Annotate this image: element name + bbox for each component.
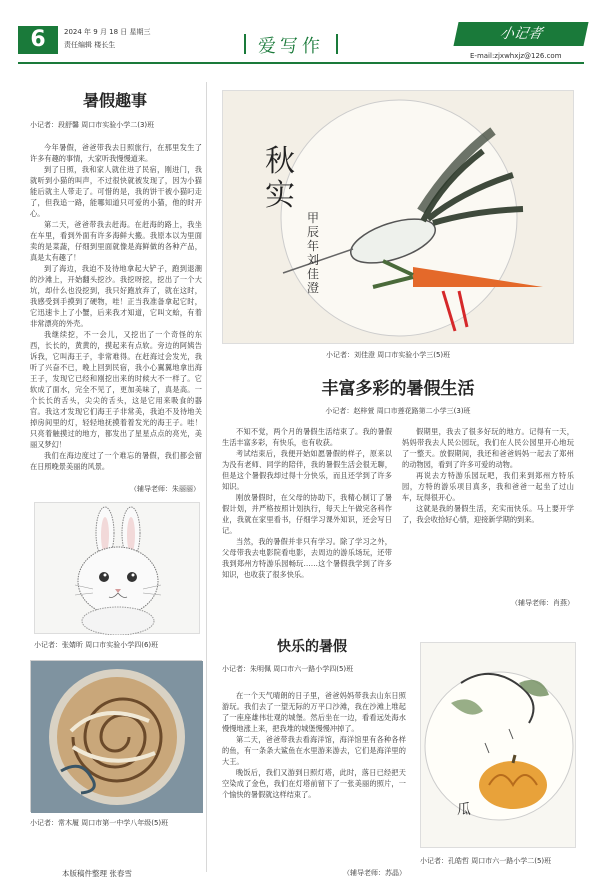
section-divider-left [244,34,246,54]
page-header [0,0,600,64]
article1-paragraph: 我们在海边度过了一个难忘的暑假，我们都会留在日照晚景美丽的风景。 [30,451,202,471]
article2-paragraph: 不知不觉，两个月的暑假生活结束了。我的暑假生活丰富多彩，有快乐，也有收获。 [222,427,392,447]
brand-tab [453,22,588,46]
article2-paragraph: 当然，我的暑假并非只有学习。除了学习之外，父母带我去电影院看电影，去周边的游乐场玩，还带我到郑州方特游乐园畅玩……这个暑假我学到了许多知识，也收获了很多快乐。 [222,537,392,579]
article2-paragraph: 刚放暑假时，在父母的协助下，我精心制订了暑假计划，并严格按照计划执行，每天上午做完各科作业，我就在家里看书，仔细学习课外知识，还会写日记。 [222,493,392,535]
article3-paragraph: 第二天，爸爸带我去看海洋馆，海洋馆里有各种各样的鱼，有一条条大鲨鱼在水里游来游去，它们是海洋里的大王。 [222,735,406,766]
rabbit-drawing [34,502,200,634]
publication-date: 2024 年 9 月 18 日 星期三 [64,28,151,36]
painting-illustration [223,91,575,345]
column-divider [206,82,207,872]
pumpkin-signature: 瓜 [457,802,471,818]
section-divider-right [336,34,338,54]
autumn-harvest-painting [222,90,574,344]
article2-paragraph: 考试结束后，我便开始如愿暑假的样子，原来以为没有老师、同学的陪伴，我的暑假生活会很无聊，但是这个暑假我却过得十分快乐，而且还学到了许多知识。 [222,449,392,491]
article2-advisor: （辅导老师：肖燕） [511,599,574,607]
article3-title: 快乐的暑假 [277,639,347,655]
article2-paragraph: 再说去方特游乐园玩吧，我们来到郑州方特乐园，方特的游乐项目真多，我和爸爸一起坐了过山车，玩得很开心。 [402,471,574,502]
article2-paragraph: 假期里，我去了很多好玩的地方。记得有一天，妈妈带我去人民公园玩，我们在人民公园里开心地玩了一整天。放假期间，我还和爸爸妈妈一起去了郑州的动物园，看到了许多可爱的动物。 [402,427,574,469]
header-rule [18,62,584,64]
article1-paragraph: 今年暑假，爸爸带我去日照旅行，在那里发生了许多有趣的事情，大家听我慢慢道来。 [30,143,202,163]
article3-advisor: （辅导老师：苏晶） [343,869,406,877]
article3-body [222,690,406,800]
brand-label: 小记者 [498,26,544,42]
article3-paragraph: 在一个天气晴朗的日子里，爸爸妈妈带我去山东日照游玩。我们去了一望无际的万平口沙滩，我在沙滩上堆起了一座座雄伟壮观的城堡。然后坐在一边，看看远处海水慢慢地涨上来，把我堆的城堡慢慢冲掉了。 [222,691,406,733]
article1-advisor: （辅导老师：朱丽丽） [130,485,200,493]
nautilus-painting [30,660,202,812]
contact-email[interactable]: E-mail:zjxwhxjz@126.com [470,52,562,60]
rabbit-caption: 小记者：张婧昕 周口市实验小学四(6)班 [34,641,159,649]
article1-paragraph: 第二天，爸爸带我去赶海。在赶海的路上，我坐在车里，看到外面有许多海鲜大搬。我原本以为里面卖的是菜蔬，仔细到里面就像是海鲜做的各种产品，真是太有趣了！ [30,220,202,262]
article1-body [30,142,202,472]
nautilus-illustration [31,661,203,813]
painting-inscription-sub: 甲辰年 刘佳澄 [307,211,320,295]
article1-paragraph: 到了日照，我和家人就住进了民宿，刚进门，我就听到小猫的叫声，不过很快就被发现了，因为小猫能后就主人带走了。可惜的是，我的饼干被小猫叼走了，但我追一路，能哪知道只可爱的小猫，他的时开心。 [30,165,202,218]
article2-title: 丰富多彩的暑假生活 [321,379,475,399]
article2-column-right [402,426,574,525]
page-editor-note: 本版稿件整理 张春雪 [62,869,132,878]
nautilus-caption: 小记者：常木履 周口市第一中学八年级(5)班 [30,819,169,827]
article3-byline: 小记者：朱明佩 周口市六一路小学四(5)班 [222,665,354,673]
pumpkin-painting [420,642,576,848]
article1-paragraph: 我继续挖，不一会儿，又挖出了一个奇怪的东西，长长的，黄黄的，摸起来有点软。旁边的阿姨告诉我，它叫海王子，非常难得。在赶海过会发光，我听了兴奋不已，晚上回到民宿，我小心翼翼地拿出海王子，发现它已经和刚挖出来的时候大不一样了。它软成了面水，完全不见了，更加美味了，真是高。一个长长的舌头，尖尖的舌头，这是它用来吸食的器官。我这才发现它们海王子非常美，我迫不及待地关掉房间里的灯，轻轻地抚摸着着发光的海王子。哇！只亮着触摸过的地方，都发出了星星点点的亮光，美丽又梦幻！ [30,330,202,449]
article1-paragraph: 到了海边，我迫不及待地拿起大铲子，跑到退潮的沙滩上，开始翻头挖沙。我挖呀挖，挖出了一个大坑，却什么也没挖到，我只好跑放弃了，就在这时，我感受到手摸到了硬物，哇！正当我准备拿起它时，它迅速卡上了小蟹，后来我才知道，它叫文蛤，有着非常漂亮的外壳。 [30,264,202,328]
painting-inscription-main: 秋实 [265,144,295,213]
painting-caption: 小记者：刘佳澄 周口市实验小学三(5)班 [326,351,451,359]
article3-paragraph: 晚饭后，我们又游到日照灯塔，此时，落日已经把天空染成了金色，我们在灯塔前留下了一张美丽的照片，一个愉快的暑假就这样结束了。 [222,768,406,799]
article2-paragraph: 这就是我的暑假生活，充实而快乐。马上要开学了，我会收拾好心情，迎接新学期的到来。 [402,504,574,524]
responsible-editor: 责任编辑 楼长生 [64,41,116,49]
page-number: 6 [18,26,58,54]
section-title: 爱写作 [258,36,324,57]
article1-byline: 小记者：段舒馨 周口市实验小学二(3)班 [30,121,155,129]
article2-byline: 小记者：赵梓萱 周口市莲花路第二小学三(3)班 [325,407,471,415]
article1-title: 暑假趣事 [82,91,147,110]
article2-column-left [222,426,392,580]
pumpkin-caption: 小记者：孔皓哲 周口市六一路小学二(5)班 [420,857,552,865]
pumpkin-illustration [421,643,577,849]
rabbit-illustration [35,503,201,635]
